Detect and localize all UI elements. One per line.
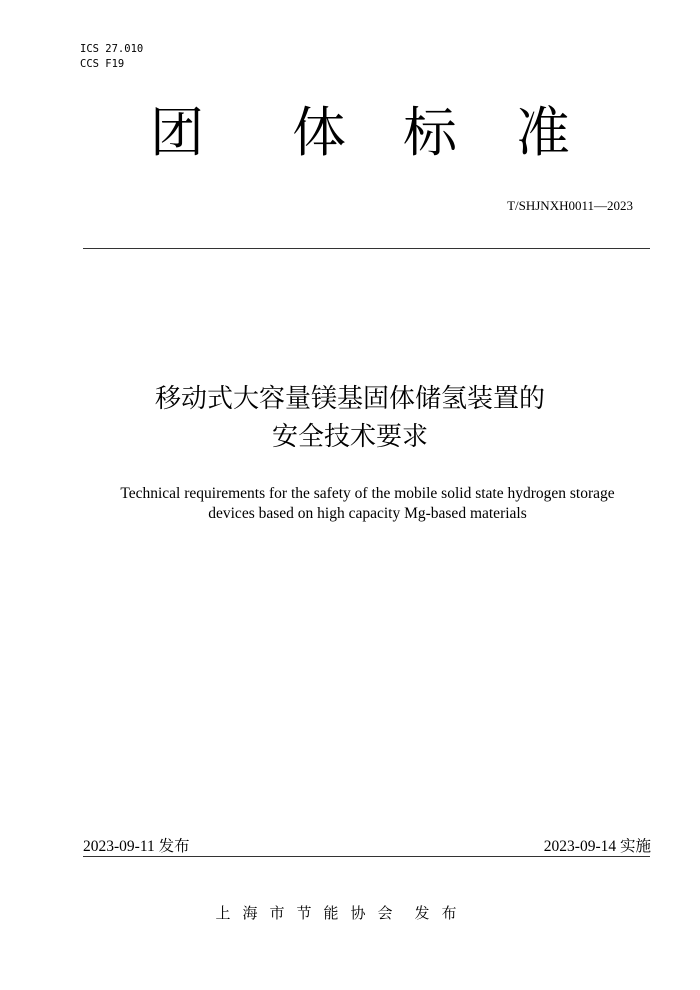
implementation-date: 2023-09-14 实施 bbox=[543, 838, 651, 855]
english-title-line-1: Technical requirements for the safety of the mobile solid state hydrogen storage bbox=[120, 485, 615, 502]
heading-char-1: 团 bbox=[150, 101, 204, 164]
document-type-heading bbox=[0, 98, 700, 168]
publisher-line bbox=[0, 902, 700, 923]
standard-number: T/SHJNXH0011—2023 bbox=[507, 198, 633, 213]
top-divider bbox=[83, 248, 650, 249]
publisher-org: 上海市节能协会 bbox=[215, 904, 405, 922]
heading-char-2: 体 bbox=[292, 101, 346, 164]
heading-char-4: 准 bbox=[516, 101, 570, 164]
bottom-divider bbox=[83, 856, 650, 857]
classification-codes bbox=[80, 42, 143, 72]
english-title bbox=[90, 484, 645, 524]
publisher-action: 发布 bbox=[414, 904, 469, 922]
chinese-title-line-2: 安全技术要求 bbox=[271, 422, 428, 452]
chinese-title-line-1: 移动式大容量镁基固体储氢装置的 bbox=[154, 384, 545, 414]
english-title-line-2: devices based on high capacity Mg-based materials bbox=[208, 505, 527, 522]
issue-date: 2023-09-11 发布 bbox=[83, 838, 190, 855]
ics-code: ICS 27.010 bbox=[80, 43, 144, 55]
chinese-title bbox=[0, 380, 700, 456]
ccs-code: CCS F19 bbox=[80, 58, 125, 70]
heading-char-3: 标 bbox=[403, 101, 457, 164]
